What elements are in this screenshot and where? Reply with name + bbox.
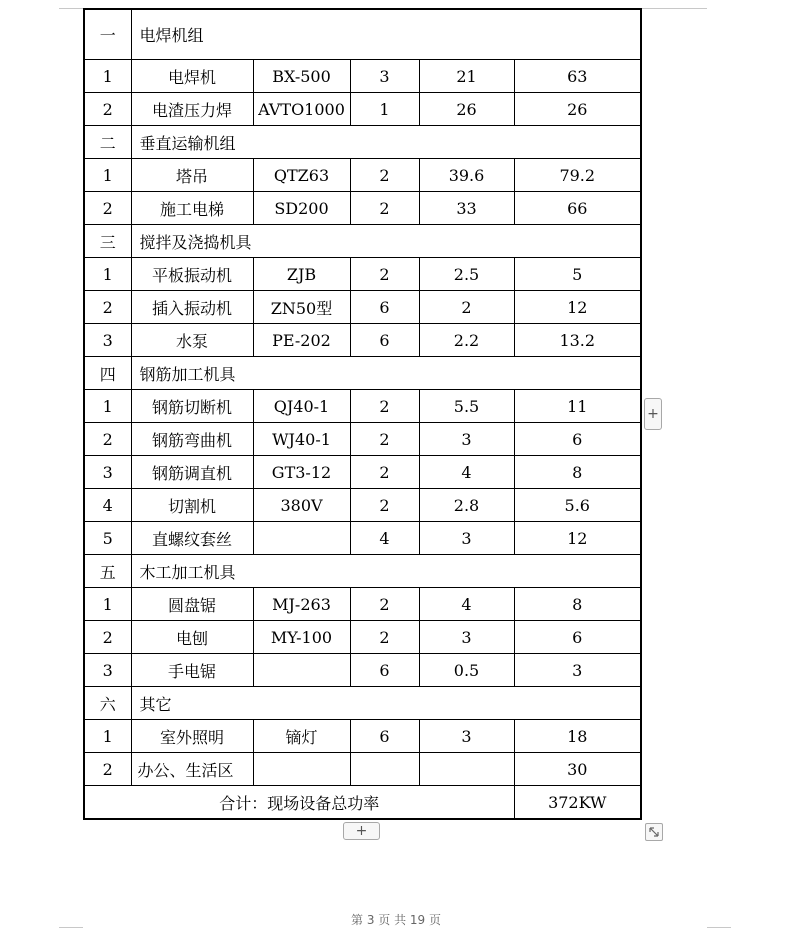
total-power: 12 xyxy=(514,522,641,555)
row-number: 1 xyxy=(84,159,131,192)
equipment-quantity: 6 xyxy=(350,720,419,753)
equipment-row xyxy=(84,720,641,753)
equipment-row xyxy=(84,60,641,93)
equipment-row xyxy=(84,258,641,291)
summary-label: 合计：现场设备总功率 xyxy=(84,786,514,820)
equipment-quantity: 1 xyxy=(350,93,419,126)
total-power: 11 xyxy=(514,390,641,423)
equipment-quantity: 2 xyxy=(350,192,419,225)
equipment-model: BX-500 xyxy=(253,60,350,93)
section-title: 垂直运输机组 xyxy=(131,126,641,159)
unit-power: 2.8 xyxy=(419,489,514,522)
equipment-quantity: 2 xyxy=(350,390,419,423)
row-number: 2 xyxy=(84,291,131,324)
row-number: 1 xyxy=(84,258,131,291)
section-number: 一 xyxy=(84,9,131,60)
equipment-row xyxy=(84,390,641,423)
unit-power: 3 xyxy=(419,621,514,654)
unit-power: 3 xyxy=(419,522,514,555)
equipment-name: 圆盘锯 xyxy=(131,588,253,621)
section-title: 电焊机组 xyxy=(131,9,641,60)
unit-power: 26 xyxy=(419,93,514,126)
total-power: 3 xyxy=(514,654,641,687)
unit-power xyxy=(419,753,514,786)
section-header-row xyxy=(84,687,641,720)
equipment-name: 塔吊 xyxy=(131,159,253,192)
equipment-model: 380V xyxy=(253,489,350,522)
equipment-name: 钢筋弯曲机 xyxy=(131,423,253,456)
equipment-quantity: 3 xyxy=(350,60,419,93)
equipment-model: ZJB xyxy=(253,258,350,291)
add-column-button[interactable]: + xyxy=(644,398,662,430)
total-power: 8 xyxy=(514,588,641,621)
equipment-model: ZN50型 xyxy=(253,291,350,324)
equipment-quantity: 2 xyxy=(350,456,419,489)
section-number: 二 xyxy=(84,126,131,159)
section-header-row xyxy=(84,225,641,258)
equipment-quantity: 6 xyxy=(350,324,419,357)
equipment-quantity: 2 xyxy=(350,489,419,522)
summary-total-power: 372KW xyxy=(514,786,641,820)
section-header-row xyxy=(84,126,641,159)
row-number: 1 xyxy=(84,720,131,753)
row-number: 5 xyxy=(84,522,131,555)
unit-power: 4 xyxy=(419,588,514,621)
table-resize-handle[interactable] xyxy=(645,823,663,841)
equipment-row xyxy=(84,489,641,522)
unit-power: 21 xyxy=(419,60,514,93)
row-number: 3 xyxy=(84,654,131,687)
add-row-button[interactable]: + xyxy=(343,822,380,840)
equipment-model xyxy=(253,753,350,786)
total-power: 5 xyxy=(514,258,641,291)
equipment-model: MY-100 xyxy=(253,621,350,654)
equipment-row xyxy=(84,291,641,324)
section-header-row xyxy=(84,555,641,588)
equipment-quantity xyxy=(350,753,419,786)
unit-power: 3 xyxy=(419,720,514,753)
equipment-name: 电焊机 xyxy=(131,60,253,93)
total-power: 79.2 xyxy=(514,159,641,192)
equipment-model xyxy=(253,654,350,687)
total-power: 13.2 xyxy=(514,324,641,357)
total-power: 18 xyxy=(514,720,641,753)
equipment-row xyxy=(84,522,641,555)
total-power: 63 xyxy=(514,60,641,93)
section-number: 五 xyxy=(84,555,131,588)
equipment-row xyxy=(84,753,641,786)
section-title: 钢筋加工机具 xyxy=(131,357,641,390)
section-number: 六 xyxy=(84,687,131,720)
equipment-row xyxy=(84,324,641,357)
total-power: 12 xyxy=(514,291,641,324)
row-number: 1 xyxy=(84,60,131,93)
row-number: 2 xyxy=(84,423,131,456)
equipment-row xyxy=(84,456,641,489)
equipment-name: 钢筋调直机 xyxy=(131,456,253,489)
unit-power: 5.5 xyxy=(419,390,514,423)
equipment-quantity: 2 xyxy=(350,621,419,654)
equipment-row xyxy=(84,159,641,192)
equipment-name: 直螺纹套丝 xyxy=(131,522,253,555)
row-number: 2 xyxy=(84,192,131,225)
equipment-quantity: 6 xyxy=(350,291,419,324)
unit-power: 0.5 xyxy=(419,654,514,687)
unit-power: 33 xyxy=(419,192,514,225)
unit-power: 2.5 xyxy=(419,258,514,291)
unit-power: 4 xyxy=(419,456,514,489)
total-power: 5.6 xyxy=(514,489,641,522)
row-number: 2 xyxy=(84,93,131,126)
equipment-quantity: 6 xyxy=(350,654,419,687)
equipment-quantity: 2 xyxy=(350,258,419,291)
section-header-row xyxy=(84,9,641,60)
equipment-row xyxy=(84,621,641,654)
total-power: 30 xyxy=(514,753,641,786)
equipment-name: 施工电梯 xyxy=(131,192,253,225)
section-header-row xyxy=(84,357,641,390)
row-number: 1 xyxy=(84,390,131,423)
equipment-name: 切割机 xyxy=(131,489,253,522)
row-number: 2 xyxy=(84,621,131,654)
equipment-quantity: 2 xyxy=(350,588,419,621)
unit-power: 2.2 xyxy=(419,324,514,357)
equipment-name: 手电锯 xyxy=(131,654,253,687)
equipment-name: 办公、生活区 xyxy=(131,753,253,786)
unit-power: 3 xyxy=(419,423,514,456)
row-number: 3 xyxy=(84,324,131,357)
equipment-name: 插入振动机 xyxy=(131,291,253,324)
equipment-model: MJ-263 xyxy=(253,588,350,621)
equipment-quantity: 4 xyxy=(350,522,419,555)
row-number: 3 xyxy=(84,456,131,489)
resize-icon xyxy=(646,824,662,840)
equipment-quantity: 2 xyxy=(350,423,419,456)
section-title: 搅拌及浇捣机具 xyxy=(131,225,641,258)
section-title: 其它 xyxy=(131,687,641,720)
total-power: 26 xyxy=(514,93,641,126)
equipment-row xyxy=(84,654,641,687)
equipment-model xyxy=(253,522,350,555)
equipment-model: WJ40-1 xyxy=(253,423,350,456)
equipment-model: 镝灯 xyxy=(253,720,350,753)
equipment-row xyxy=(84,93,641,126)
total-power: 66 xyxy=(514,192,641,225)
equipment-name: 钢筋切断机 xyxy=(131,390,253,423)
row-number: 2 xyxy=(84,753,131,786)
section-title: 木工加工机具 xyxy=(131,555,641,588)
equipment-model: QTZ63 xyxy=(253,159,350,192)
crop-mark-top-left xyxy=(59,8,83,9)
row-number: 4 xyxy=(84,489,131,522)
row-number: 1 xyxy=(84,588,131,621)
unit-power: 39.6 xyxy=(419,159,514,192)
equipment-row xyxy=(84,423,641,456)
total-power: 8 xyxy=(514,456,641,489)
page-number-footer: 第 3 页 共 19 页 xyxy=(351,913,441,927)
total-power: 6 xyxy=(514,423,641,456)
crop-mark-top-right xyxy=(642,8,707,9)
equipment-model: PE-202 xyxy=(253,324,350,357)
equipment-quantity: 2 xyxy=(350,159,419,192)
equipment-name: 室外照明 xyxy=(131,720,253,753)
equipment-model: AVTO1000 xyxy=(253,93,350,126)
equipment-model: GT3-12 xyxy=(253,456,350,489)
section-number: 四 xyxy=(84,357,131,390)
equipment-row xyxy=(84,588,641,621)
equipment-model: SD200 xyxy=(253,192,350,225)
equipment-row xyxy=(84,192,641,225)
section-number: 三 xyxy=(84,225,131,258)
equipment-model: QJ40-1 xyxy=(253,390,350,423)
equipment-power-table xyxy=(83,8,642,820)
equipment-name: 电渣压力焊 xyxy=(131,93,253,126)
equipment-name: 水泵 xyxy=(131,324,253,357)
equipment-name: 电刨 xyxy=(131,621,253,654)
unit-power: 2 xyxy=(419,291,514,324)
summary-row xyxy=(84,786,641,820)
equipment-name: 平板振动机 xyxy=(131,258,253,291)
total-power: 6 xyxy=(514,621,641,654)
